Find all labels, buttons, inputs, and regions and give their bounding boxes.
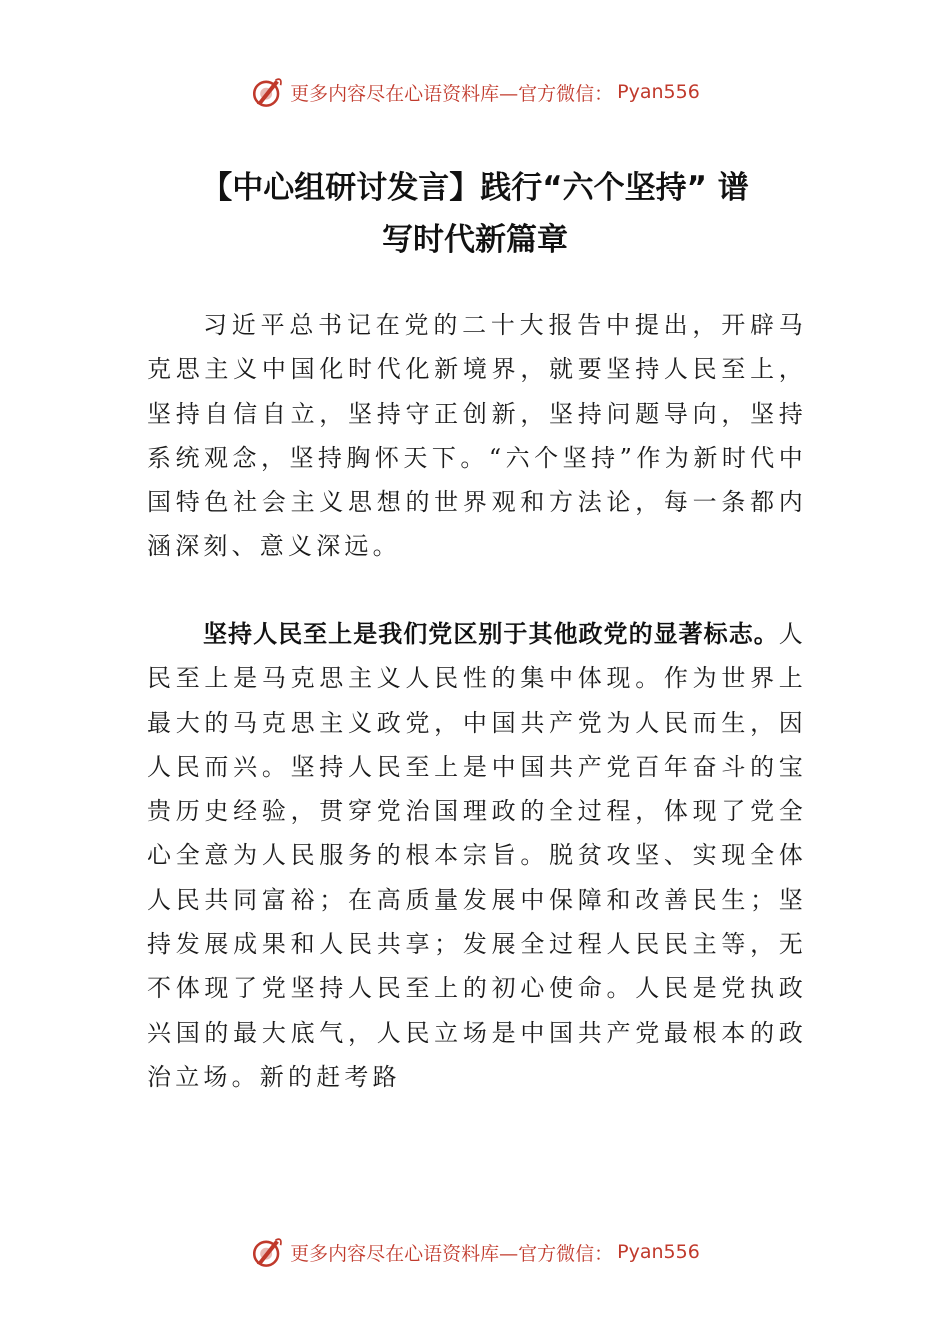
footer-banner bbox=[0, 1232, 950, 1272]
footer-wechat-id: Pyan556 bbox=[617, 1241, 700, 1263]
title-line-1: 【中心组研讨发言】践行“六个坚持” 谱 bbox=[201, 170, 749, 206]
header-banner-text: 更多内容尽在心语资料库—官方微信： bbox=[290, 82, 614, 105]
paragraph-people-first bbox=[147, 612, 807, 1099]
header-banner bbox=[0, 72, 950, 112]
paragraph-body: 人民至上是马克思主义人民性的集中体现。作为世界上最大的马克思主义政党，中国共产党为人民而生，因人民而兴。坚持人民至上是中国共产党百年奋斗的宝贵历史经验，贯穿党治国理政的全过程，体现了党全心全意为人民服务的根本宗旨。脱贫攻坚、实现全体人民共同富裕；在高质量发展中保障和改善民生；坚持发展成果和人民共享；发展全过程人民民主等，无不体现了党坚持人民至上的初心使命。人民是党执政兴国的最大底气，人民立场是中国共产党最根本的政治立场。新的赶考路 bbox=[147, 620, 807, 1091]
title-line-2: 写时代新篇章 bbox=[382, 222, 568, 258]
document-title bbox=[145, 162, 805, 266]
footer-banner-text: 更多内容尽在心语资料库—官方微信： bbox=[290, 1242, 614, 1265]
quill-seal-icon bbox=[250, 1235, 284, 1269]
header-wechat-id: Pyan556 bbox=[617, 81, 700, 103]
paragraph-intro: 习近平总书记在党的二十大报告中提出，开辟马克思主义中国化时代化新境界，就要坚持人民至上，坚持自信自立，坚持守正创新，坚持问题导向，坚持系统观念，坚持胸怀天下。“六个坚持”作为新时代中国特色社会主义思想的世界观和方法论，每一条都内涵深刻、意义深远。 bbox=[147, 311, 807, 561]
quill-seal-icon bbox=[250, 75, 284, 109]
paragraph-lead-sentence: 坚持人民至上是我们党区别于其他政党的显著标志。 bbox=[203, 620, 779, 648]
